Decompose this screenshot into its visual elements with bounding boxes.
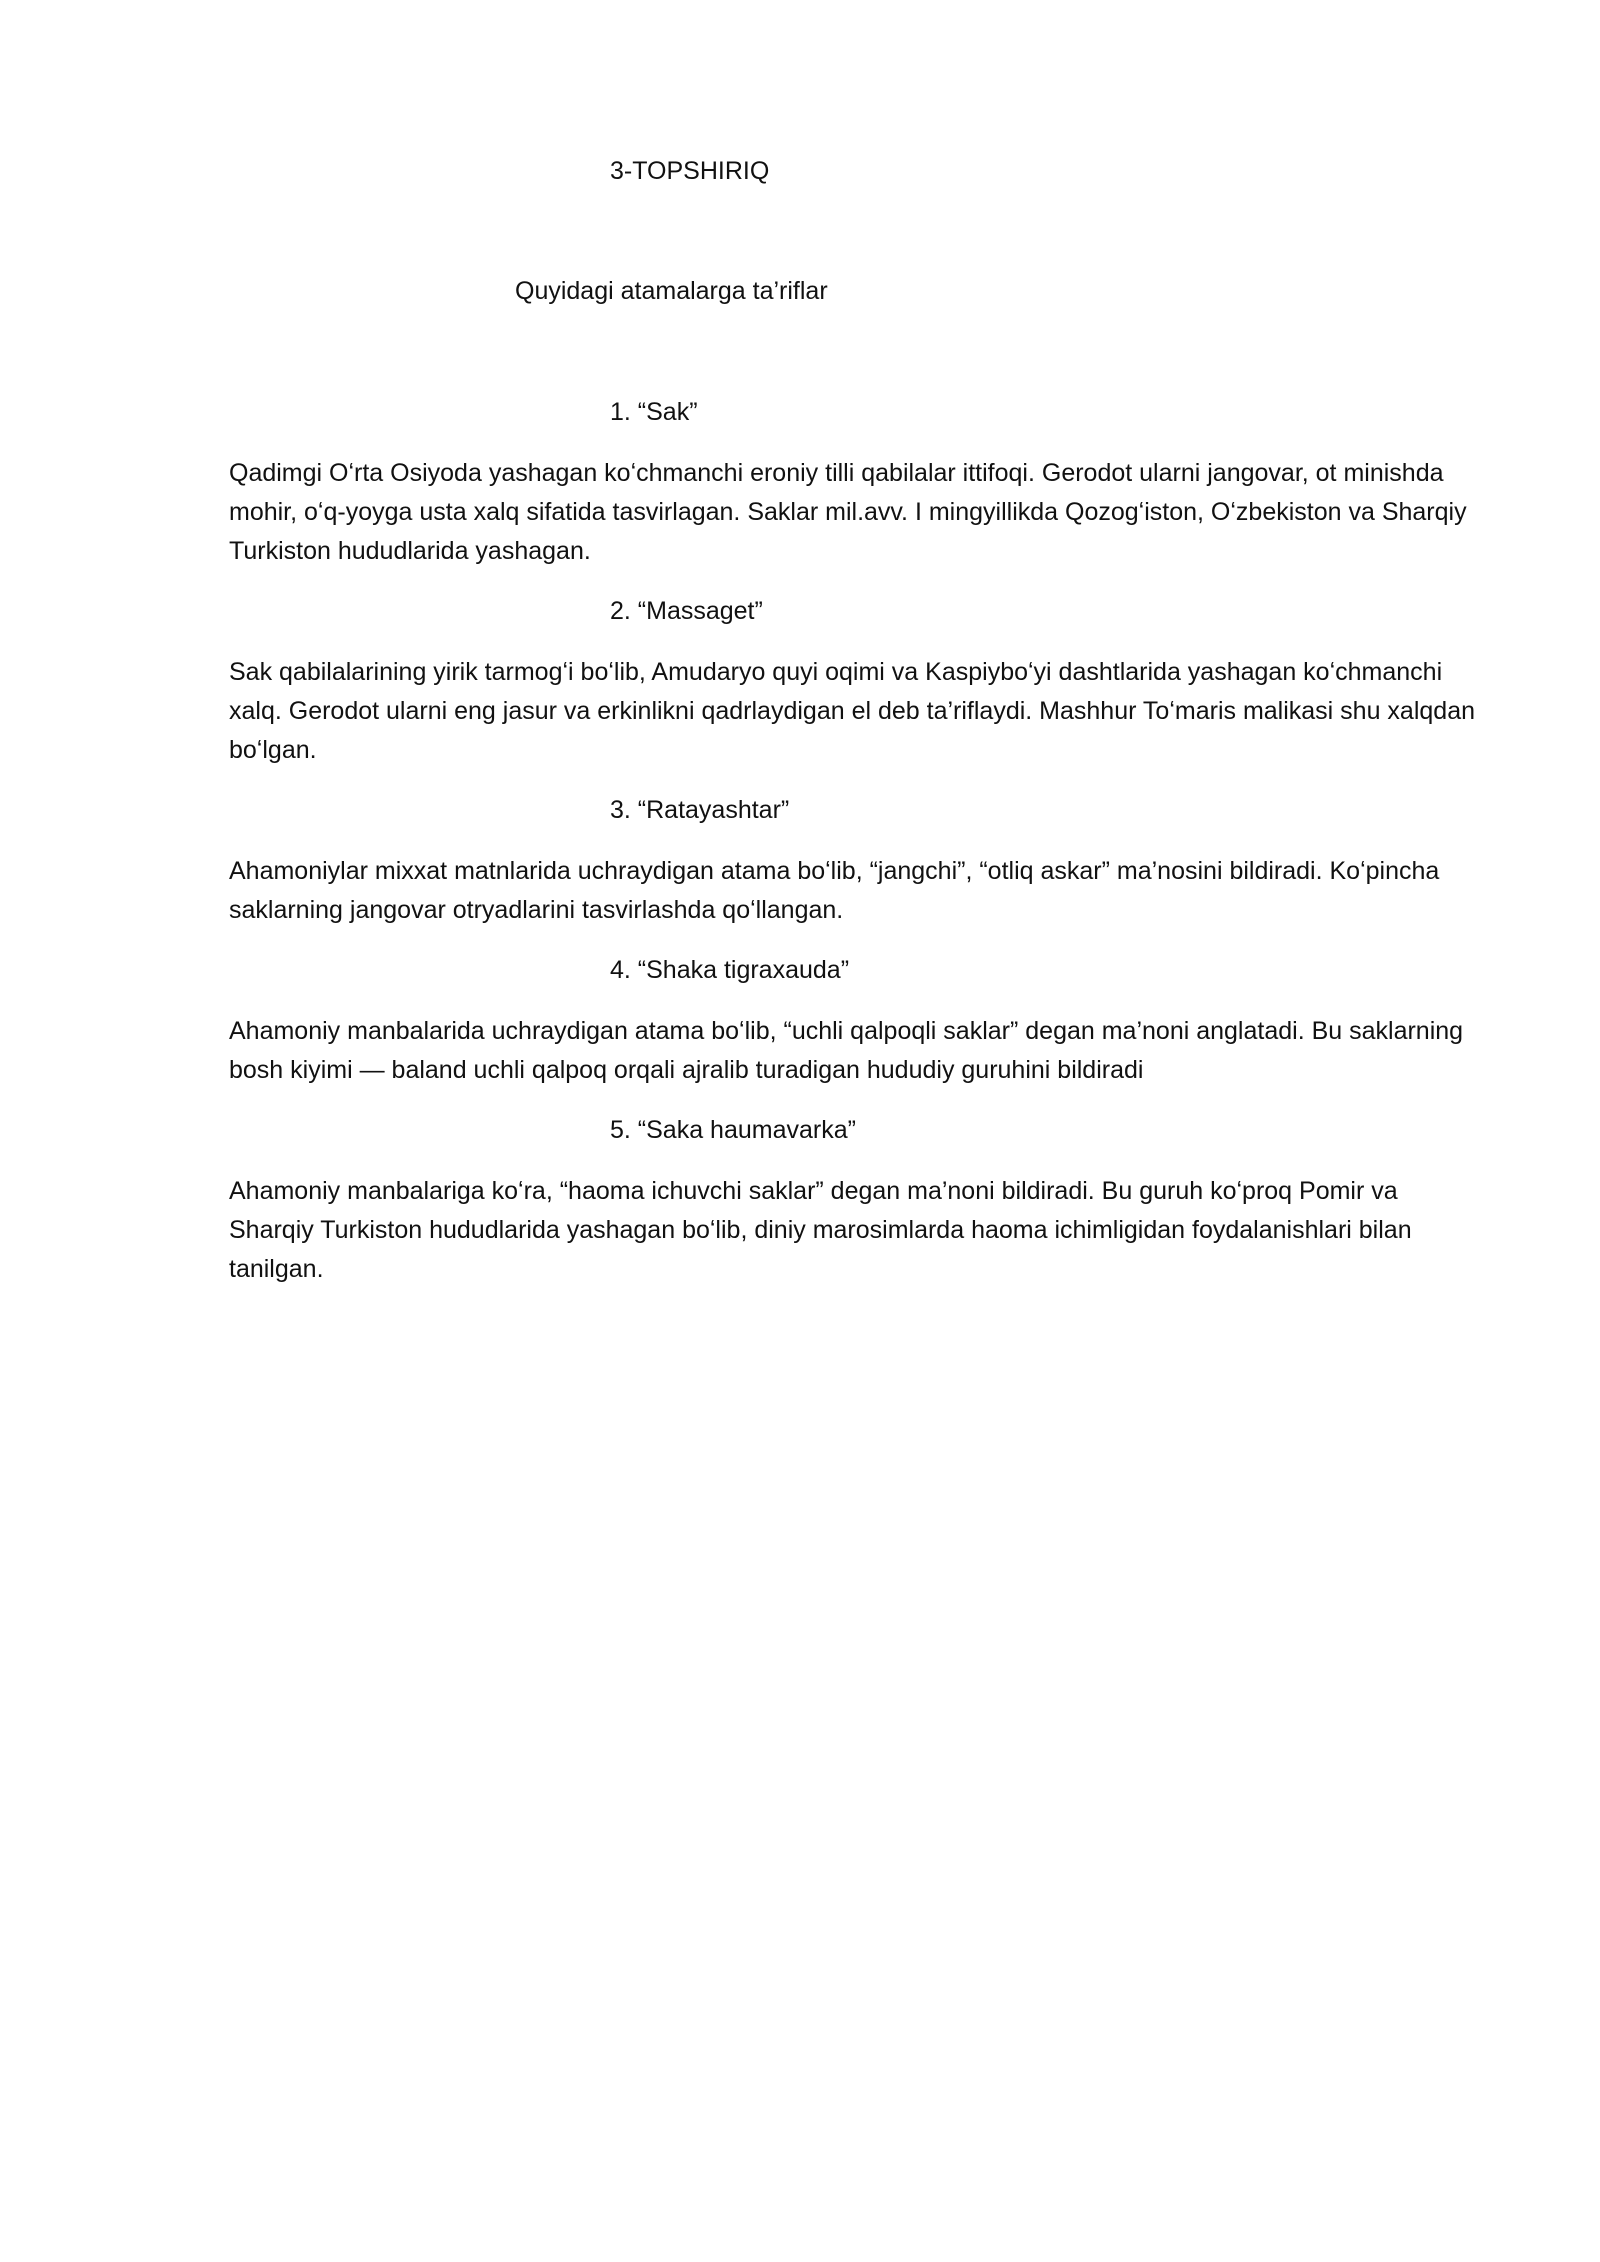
term-definition: Ahamoniy manbalarida uchraydigan atama boʻlib, “uchli qalpoqli saklar” degan ma’noni anglatadi. Bu saklarning bosh kiyimi — baland uchli qalpoq orqali ajralib turadigan hududiy guruhini bildiradi [229, 1017, 1464, 1084]
document-subtitle: Quyidagi atamalarga ta’riflar [515, 277, 828, 305]
term-heading: 5. “Saka haumavarka” [610, 1116, 856, 1144]
term-definition: Sak qabilalarining yirik tarmogʻi boʻlib, Amudaryo quyi oqimi va Kaspiyboʻyi dashtlarida yashagan koʻchmanchi xalq. Gerodot ularni eng jasur va erkinlikni qadrlaydigan el deb ta’riflaydi. Mashhur Toʻmaris malikasi shu xalqdan boʻlgan. [229, 658, 1476, 764]
term-heading: 2. “Massaget” [610, 597, 763, 625]
term-definition: Ahamoniylar mixxat matnlarida uchraydigan atama boʻlib, “jangchi”, “otliq askar” ma’nosini bildiradi. Koʻpincha saklarning jangovar otryadlarini tasvirlashda qoʻllangan. [229, 857, 1440, 924]
term-heading: 1. “Sak” [610, 398, 698, 426]
term-heading: 4. “Shaka tigraxauda” [610, 956, 850, 984]
document-title: 3-TOPSHIRIQ [610, 157, 770, 185]
term-heading: 3. “Ratayashtar” [610, 796, 790, 824]
term-definition: Ahamoniy manbalariga koʻra, “haoma ichuvchi saklar” degan ma’noni bildiradi. Bu guruh koʻproq Pomir va Sharqiy Turkiston hududlarida yashagan boʻlib, diniy marosimlarda haoma ichimligidan foydalanishlari bilan tanilgan. [229, 1177, 1412, 1283]
term-definition: Qadimgi Oʻrta Osiyoda yashagan koʻchmanchi eroniy tilli qabilalar ittifoqi. Gerodot ularni jangovar, ot minishda mohir, oʻq-yoyga usta xalq sifatida tasvirlagan. Saklar mil.avv. I mingyillikda Qozogʻiston, Oʻzbekiston va Sharqiy Turkiston hududlarida yashagan. [229, 459, 1467, 565]
